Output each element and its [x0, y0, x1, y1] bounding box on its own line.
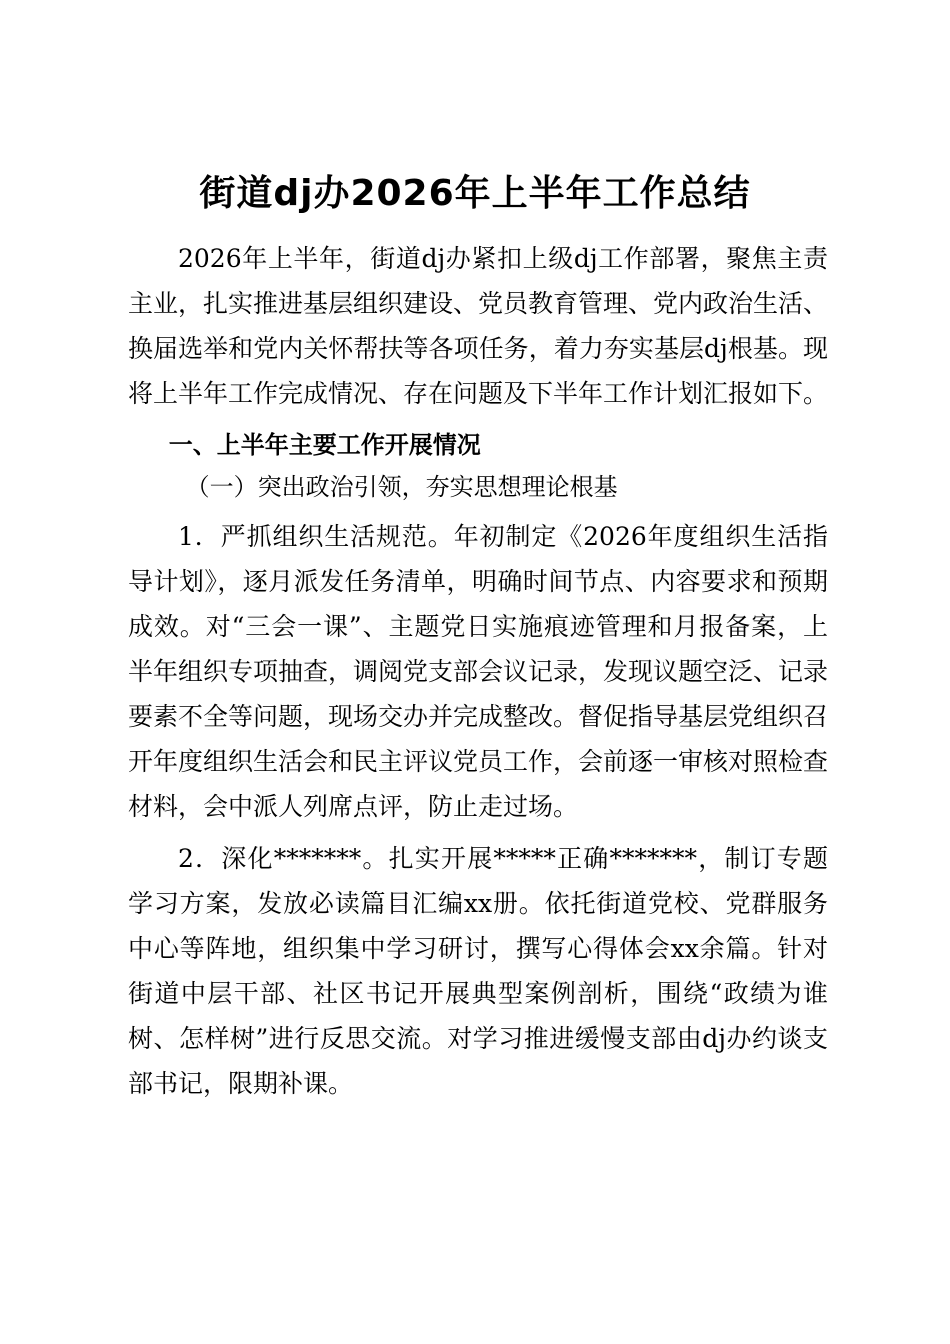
intro-paragraph: 2026年上半年，街道dj办紧扣上级dj工作部署，聚焦主责主业，扎实推进基层组织建设、党员教育管理、党内政治生活、换届选举和党内关怀帮扶等各项任务，着力夯实基层dj根基。现将上半年工作完成情况、存在问题及下半年工作计划汇报如下。 — [128, 244, 829, 408]
item-paragraph-1: 1．严抓组织生活规范。年初制定《2026年度组织生活指导计划》，逐月派发任务清单，明确时间节点、内容要求和预期成效。对“三会一课”、主题党日实施痕迹管理和月报备案，上半年组织专项抽查，调阅党支部会议记录，发现议题空泛、记录要素不全等问题，现场交办并完成整改。督促指导基层党组织召开年度组织生活会和民主评议党员工作，会前逐一审核对照检查材料，会中派人列席点评，防止走过场。 — [128, 522, 829, 821]
subsection-heading-1: （一）突出政治引领，夯实思想理论根基 — [185, 473, 618, 501]
document-body — [128, 236, 828, 1113]
document-title: 街道dj办2026年上半年工作总结 — [199, 173, 751, 214]
section-heading-1: 一、上半年主要工作开展情况 — [168, 431, 481, 459]
item-paragraph-2: 2．深化*******。扎实开展*****正确*******，制订专题学习方案，发放必读篇目汇编xx册。依托街道党校、党群服务中心等阵地，组织集中学习研讨，撰写心得体会xx余篇。针对街道中层干部、社区书记开展典型案例剖析，围绕“政绩为谁树、怎样树”进行反思交流。对学习推进缓慢支部由dj办约谈支部书记，限期补课。 — [128, 844, 828, 1098]
